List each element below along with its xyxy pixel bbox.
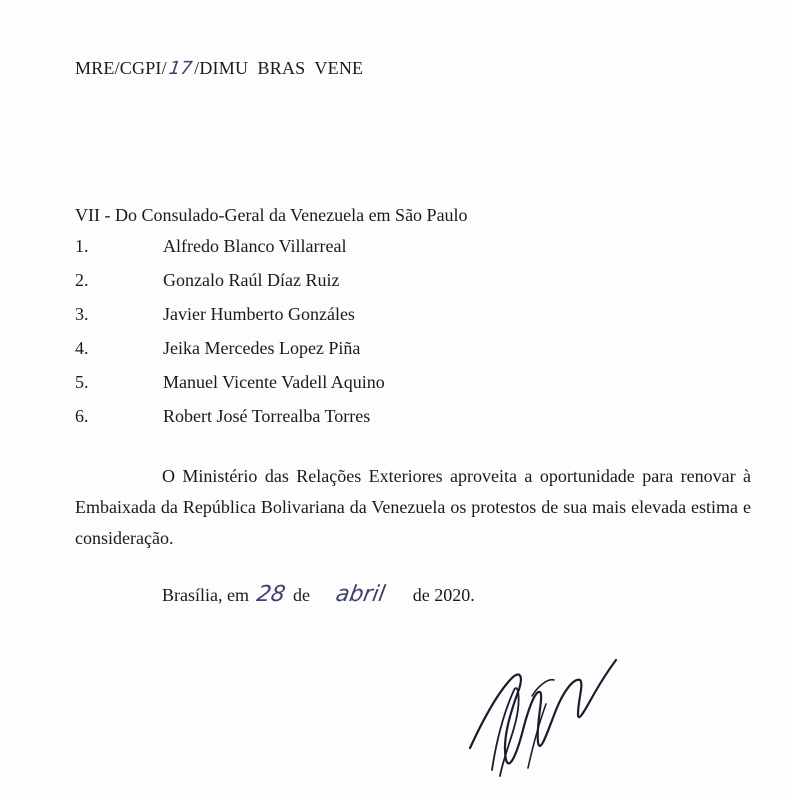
dateline: [162, 582, 475, 607]
ref-prefix: MRE/CGPI/: [75, 58, 167, 78]
handwritten-signature: [462, 630, 632, 780]
section-title: VII - Do Consulado-Geral da Venezuela em São Paulo: [75, 205, 468, 225]
list-number: 5.: [75, 372, 89, 392]
handwritten-month: abril: [333, 582, 387, 607]
list-number: 3.: [75, 304, 89, 324]
list-name: Javier Humberto Gonzáles: [163, 304, 355, 324]
list-name: Manuel Vicente Vadell Aquino: [163, 372, 385, 392]
list-name: Alfredo Blanco Villarreal: [163, 236, 347, 256]
dateline-year: de 2020.: [412, 585, 475, 605]
list-number: 1.: [75, 236, 89, 256]
list-number: 2.: [75, 270, 89, 290]
ref-suffix: /DIMU BRAS VENE: [194, 58, 364, 78]
list-number: 4.: [75, 338, 89, 358]
list-item: [75, 236, 385, 270]
dateline-de: de: [292, 585, 310, 605]
closing-paragraph: [75, 461, 751, 554]
list-name: Robert José Torrealba Torres: [163, 406, 371, 426]
list-name: Jeika Mercedes Lopez Piña: [163, 338, 361, 358]
list-item: [75, 372, 385, 406]
list-item: [75, 270, 385, 304]
list-item: [75, 338, 385, 372]
ref-handwritten-number: 17: [167, 58, 194, 79]
list-number: 6.: [75, 406, 89, 426]
list-item: [75, 304, 385, 338]
dateline-place: Brasília, em: [162, 585, 249, 605]
list-name: Gonzalo Raúl Díaz Ruiz: [163, 270, 340, 290]
list-item: [75, 406, 385, 440]
reference-number: [75, 58, 363, 79]
closing-paragraph-text: O Ministério das Relações Exteriores aproveita a oportunidade para renovar à Embaixada da República Bolivariana da Venezuela os protestos de sua mais elevada estima e consideração.: [75, 466, 751, 548]
names-list: [75, 236, 385, 440]
handwritten-day: 28: [254, 582, 288, 607]
